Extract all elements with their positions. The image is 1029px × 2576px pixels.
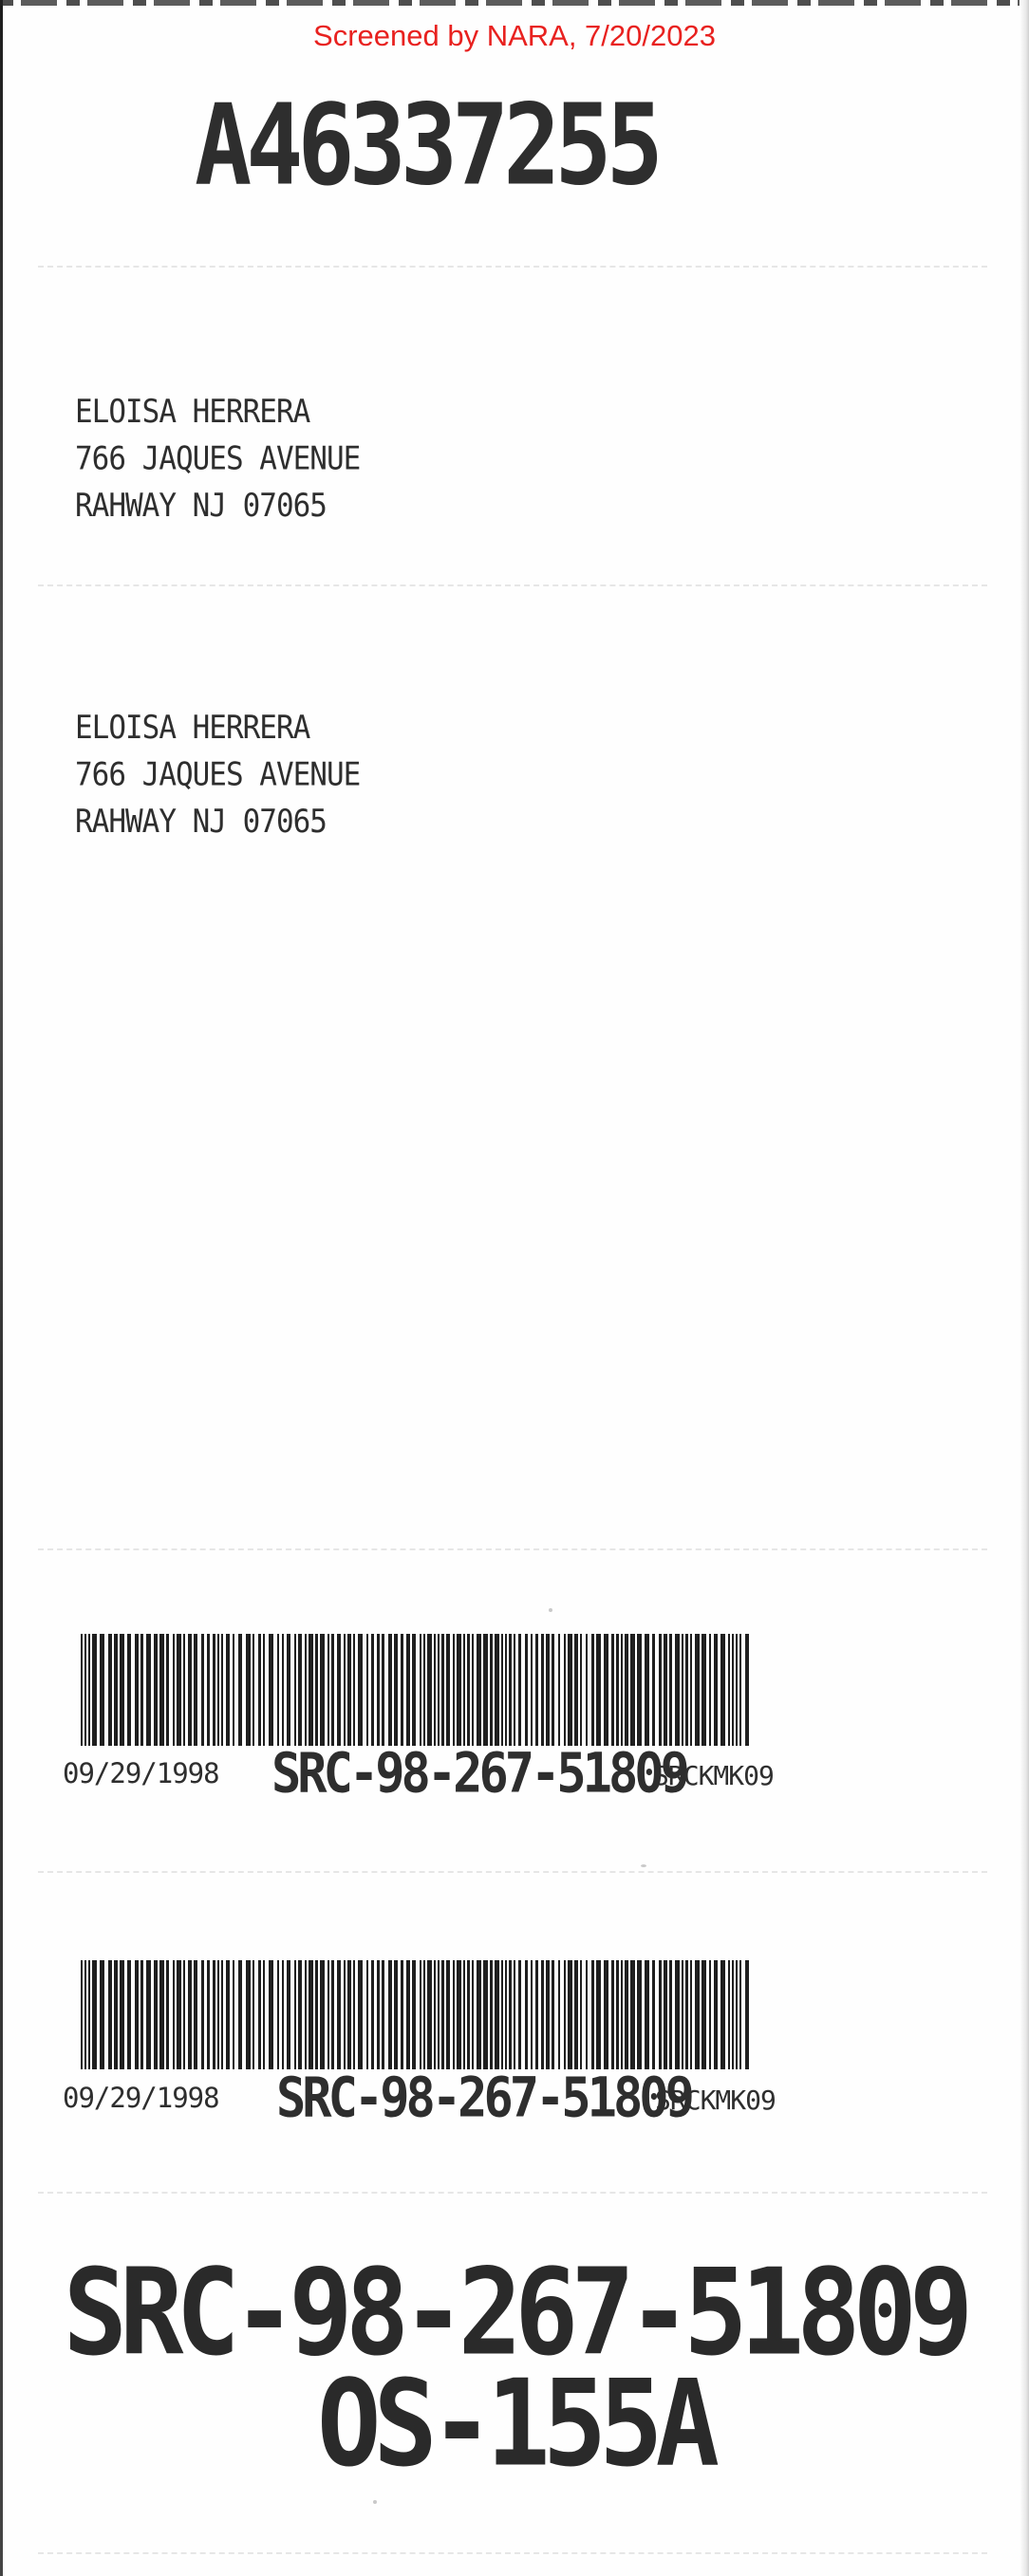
barcode-bar	[353, 1960, 355, 2069]
barcode-bar	[652, 1960, 655, 2069]
address-street: 766 JAQUES AVENUE	[75, 755, 361, 794]
barcode-label-1	[63, 1634, 803, 1807]
barcode-bar	[315, 1634, 318, 1746]
barcode-bar	[135, 1960, 139, 2069]
barcode-bar	[412, 1634, 416, 1746]
barcode-bar	[246, 1960, 251, 2069]
barcode-bar	[675, 1960, 680, 2069]
barcode-bar	[344, 1634, 346, 1746]
barcode-bar	[347, 1634, 351, 1746]
barcode-bar	[213, 1960, 215, 2069]
barcode-bar	[645, 1634, 649, 1746]
barcode-bar	[401, 1960, 403, 2069]
barcode-bar	[574, 1634, 578, 1746]
barcode-bar	[173, 1960, 175, 2069]
mailing-label-2	[75, 705, 360, 846]
barcode-bar	[625, 1960, 628, 2069]
barcode-bar	[394, 1960, 398, 2069]
barcode-bar	[406, 1960, 410, 2069]
barcode-bar	[659, 1634, 662, 1746]
barcode-bar	[604, 1960, 608, 2069]
barcode-bar	[388, 1634, 392, 1746]
barcode-bar	[564, 1960, 566, 2069]
barcode-bar	[382, 1960, 384, 2069]
barcode-bar	[625, 1634, 628, 1746]
barcode-bar	[120, 1960, 124, 2069]
barcode-bar	[287, 1960, 290, 2069]
barcode-bar	[420, 1960, 421, 2069]
barcode-bar	[140, 1634, 143, 1746]
barcode-bar	[518, 1634, 521, 1746]
barcode-bar	[558, 1634, 560, 1746]
barcode-bar	[401, 1634, 403, 1746]
barcode-bar	[685, 1634, 688, 1746]
barcode-bar	[728, 1634, 730, 1746]
perforation-line	[38, 1871, 987, 1873]
barcode-bar	[690, 1634, 692, 1746]
barcode-bar	[596, 1634, 601, 1746]
barcode-bar	[467, 1634, 470, 1746]
perforation-line	[38, 584, 987, 586]
barcode-bar	[702, 1634, 706, 1746]
barcode-bar	[434, 1960, 436, 2069]
barcode-bar	[298, 1960, 302, 2069]
scan-top-edge	[0, 0, 1029, 6]
barcode-bar	[477, 1634, 481, 1746]
barcode-bar	[695, 1634, 700, 1746]
barcode-bar	[344, 1960, 346, 2069]
barcode-bar	[298, 1634, 302, 1746]
barcode-bar	[509, 1634, 512, 1746]
barcode-bar	[263, 1960, 265, 2069]
barcode-bar	[745, 1960, 749, 2069]
barcode-bar	[591, 1960, 594, 2069]
barcode-bar	[630, 1960, 635, 2069]
barcode-bar	[739, 1960, 741, 2069]
barcode-bar	[621, 1634, 623, 1746]
barcode-bar	[327, 1634, 329, 1746]
barcode-bar	[552, 1960, 554, 2069]
barcode-bar	[438, 1634, 440, 1746]
barcode-label-2	[63, 1960, 803, 2131]
barcode-bar	[501, 1960, 503, 2069]
barcode-bar	[92, 1634, 97, 1746]
barcode-bar	[371, 1634, 374, 1746]
barcode-bar	[420, 1634, 421, 1746]
barcode-bar	[541, 1634, 544, 1746]
barcode-bar	[388, 1960, 392, 2069]
barcode-bar	[287, 1634, 290, 1746]
address-city: RAHWAY NJ 07065	[75, 803, 327, 841]
barcode-bar	[320, 1634, 325, 1746]
barcode-bar	[127, 1960, 131, 2069]
barcode-bar	[154, 1634, 158, 1746]
barcode-bar	[505, 1960, 507, 2069]
barcode-bar	[596, 1960, 601, 2069]
barcode-bar	[84, 1634, 86, 1746]
barcode-bar	[453, 1634, 455, 1746]
barcode-bar	[269, 1634, 273, 1746]
barcode-bar	[495, 1634, 499, 1746]
barcode-bar	[358, 1960, 363, 2069]
barcode-bar	[226, 1634, 230, 1746]
barcode-bar	[114, 1634, 118, 1746]
barcode-bar	[277, 1634, 279, 1746]
barcode-bar	[188, 1634, 192, 1746]
barcode-bar	[685, 1960, 688, 2069]
barcode-bar	[394, 1634, 398, 1746]
barcode-bar	[477, 1960, 481, 2069]
barcode-bar	[146, 1960, 151, 2069]
barcode-bar	[188, 1960, 192, 2069]
barcode-bar	[183, 1960, 185, 2069]
barcode-bar	[611, 1960, 614, 2069]
barcode-bar	[88, 1960, 90, 2069]
barcode-bar	[546, 1960, 550, 2069]
barcode-bar	[709, 1634, 711, 1746]
barcode-bar	[377, 1634, 380, 1746]
barcode-bar	[446, 1634, 450, 1746]
barcode-bar	[201, 1960, 204, 2069]
barcode-bar	[739, 1634, 741, 1746]
barcode-bar	[441, 1634, 444, 1746]
barcode-bar	[406, 1634, 410, 1746]
barcode-image	[81, 1960, 755, 2069]
barcode-bar	[253, 1634, 254, 1746]
barcode-bar	[194, 1960, 197, 2069]
barcode-bar	[100, 1634, 104, 1746]
barcode-bar	[714, 1960, 718, 2069]
barcode-bar	[154, 1960, 158, 2069]
barcode-bar	[427, 1960, 432, 2069]
barcode-bar	[490, 1634, 493, 1746]
barcode-bar	[140, 1960, 143, 2069]
scan-right-edge	[1020, 0, 1029, 2576]
barcode-bar	[135, 1634, 139, 1746]
barcode-bar	[159, 1960, 164, 2069]
barcode-bar	[463, 1634, 465, 1746]
barcode-bar	[531, 1634, 533, 1746]
barcode-bar	[217, 1960, 219, 2069]
address-city: RAHWAY NJ 07065	[75, 487, 327, 525]
barcode-bar	[238, 1634, 242, 1746]
barcode-bar	[580, 1634, 582, 1746]
barcode-bar	[616, 1960, 619, 2069]
barcode-date: 09/29/1998	[63, 2082, 219, 2114]
barcode-bar	[690, 1960, 692, 2069]
barcode-bar	[732, 1960, 734, 2069]
barcode-bar	[315, 1960, 318, 2069]
barcode-bar	[463, 1960, 465, 2069]
barcode-bar	[263, 1634, 265, 1746]
barcode-bar	[552, 1634, 554, 1746]
barcode-bar	[457, 1634, 461, 1746]
barcode-bar	[320, 1960, 325, 2069]
barcode-bar	[736, 1960, 738, 2069]
barcode-bar	[505, 1634, 507, 1746]
barcode-bar	[207, 1634, 210, 1746]
barcode-bar	[518, 1960, 521, 2069]
barcode-bar	[568, 1634, 572, 1746]
barcode-bar	[453, 1960, 455, 2069]
barcode-bar	[525, 1634, 528, 1746]
barcode-bar	[258, 1960, 261, 2069]
barcode-bar	[194, 1634, 197, 1746]
barcode-bar	[423, 1960, 425, 2069]
barcode-bar	[166, 1960, 169, 2069]
nara-screening-stamp: Screened by NARA, 7/20/2023	[313, 19, 716, 52]
barcode-image	[81, 1634, 755, 1746]
barcode-bar	[294, 1960, 296, 2069]
barcode-bar	[652, 1634, 655, 1746]
barcode-bar	[630, 1634, 635, 1746]
barcode-bar	[269, 1960, 273, 2069]
scan-speck	[373, 2500, 377, 2504]
barcode-bar	[226, 1960, 230, 2069]
barcode-bar	[108, 1634, 112, 1746]
barcode-bar	[100, 1960, 104, 2069]
barcode-bar	[173, 1634, 175, 1746]
barcode-bar	[183, 1634, 185, 1746]
barcode-bar	[207, 1960, 210, 2069]
barcode-bar	[423, 1634, 425, 1746]
barcode-bar	[337, 1634, 341, 1746]
barcode-bar	[120, 1634, 124, 1746]
barcode-bar	[233, 1634, 234, 1746]
barcode-bar	[277, 1960, 279, 2069]
barcode-bar	[81, 1634, 83, 1746]
barcode-bar	[720, 1960, 725, 2069]
barcode-bar	[331, 1634, 334, 1746]
barcode-bar	[217, 1634, 219, 1746]
barcode-bar	[675, 1634, 680, 1746]
barcode-bar	[382, 1634, 384, 1746]
barcode-bar	[637, 1960, 642, 2069]
barcode-bar	[282, 1634, 284, 1746]
barcode-bar	[495, 1960, 499, 2069]
barcode-bar	[535, 1960, 538, 2069]
barcode-bar	[709, 1960, 711, 2069]
barcode-bar	[233, 1960, 234, 2069]
barcode-bar	[347, 1960, 351, 2069]
barcode-bar	[441, 1960, 444, 2069]
barcode-receipt-number: SRC-98-267-51809	[271, 1742, 686, 1807]
barcode-bar	[509, 1960, 512, 2069]
barcode-bar	[611, 1634, 614, 1746]
barcode-bar	[472, 1960, 474, 2069]
barcode-bar	[201, 1634, 204, 1746]
barcode-bar	[586, 1634, 588, 1746]
barcode-bar	[358, 1634, 363, 1746]
perforation-line	[38, 2192, 987, 2194]
barcode-bar	[246, 1634, 251, 1746]
perforation-line	[38, 1548, 987, 1550]
barcode-bar	[669, 1960, 672, 2069]
barcode-bar	[541, 1960, 544, 2069]
footer-form-number: OS-155A	[316, 2354, 712, 2493]
barcode-bar	[728, 1960, 730, 2069]
perforation-line	[38, 2552, 987, 2554]
barcode-bar	[604, 1634, 608, 1746]
barcode-bar	[446, 1960, 450, 2069]
barcode-bar	[531, 1960, 533, 2069]
barcode-bar	[84, 1960, 86, 2069]
barcode-bar	[669, 1634, 672, 1746]
barcode-bar	[525, 1960, 528, 2069]
barcode-bar	[438, 1960, 440, 2069]
barcode-bar	[159, 1634, 164, 1746]
barcode-bar	[371, 1960, 374, 2069]
barcode-bar	[546, 1634, 550, 1746]
barcode-bar	[309, 1960, 313, 2069]
barcode-bar	[568, 1960, 572, 2069]
barcode-bar	[472, 1634, 474, 1746]
barcode-bar	[591, 1634, 594, 1746]
barcode-bar	[146, 1634, 151, 1746]
barcode-bar	[645, 1960, 649, 2069]
barcode-bar	[92, 1960, 97, 2069]
barcode-bar	[745, 1634, 749, 1746]
barcode-bar	[305, 1960, 307, 2069]
barcode-bar	[682, 1960, 683, 2069]
barcode-bar	[501, 1634, 503, 1746]
barcode-bar	[535, 1634, 538, 1746]
barcode-bar	[213, 1634, 215, 1746]
barcode-bar	[732, 1634, 734, 1746]
barcode-bar	[695, 1960, 700, 2069]
barcode-bar	[177, 1634, 181, 1746]
barcode-bar	[114, 1960, 118, 2069]
barcode-bar	[127, 1634, 131, 1746]
barcode-bar	[467, 1960, 470, 2069]
address-name: ELOISA HERRERA	[75, 709, 310, 747]
barcode-bar	[659, 1960, 662, 2069]
address-name: ELOISA HERRERA	[75, 393, 310, 431]
barcode-operator-code: SRCKMK09	[653, 1760, 774, 1791]
barcode-bar	[558, 1960, 560, 2069]
barcode-bar	[564, 1634, 566, 1746]
address-street: 766 JAQUES AVENUE	[75, 439, 361, 478]
barcode-bar	[88, 1634, 90, 1746]
barcode-bar	[574, 1960, 578, 2069]
barcode-bar	[514, 1960, 515, 2069]
barcode-bar	[586, 1960, 588, 2069]
footer-receipt-number: SRC-98-267-51809	[63, 2243, 966, 2382]
barcode-bar	[621, 1960, 623, 2069]
barcode-bar	[305, 1634, 307, 1746]
barcode-bar	[720, 1634, 725, 1746]
barcode-bar	[664, 1634, 667, 1746]
barcode-date: 09/29/1998	[63, 1757, 219, 1789]
barcode-bar	[327, 1960, 329, 2069]
barcode-bar	[294, 1634, 296, 1746]
barcode-bar	[714, 1634, 718, 1746]
barcode-bar	[258, 1634, 261, 1746]
barcode-bar	[353, 1634, 355, 1746]
alien-number: A46337255	[195, 80, 658, 212]
barcode-bar	[81, 1960, 83, 2069]
barcode-bar	[736, 1634, 738, 1746]
barcode-bar	[108, 1960, 112, 2069]
barcode-bar	[282, 1960, 284, 2069]
barcode-bar	[483, 1634, 488, 1746]
mailing-label-1	[75, 389, 360, 530]
barcode-bar	[490, 1960, 493, 2069]
barcode-bar	[221, 1634, 223, 1746]
barcode-bar	[412, 1960, 416, 2069]
barcode-bar	[637, 1634, 642, 1746]
barcode-bar	[221, 1960, 223, 2069]
barcode-bar	[337, 1960, 341, 2069]
barcode-operator-code: SRCKMK09	[655, 2085, 776, 2116]
barcode-bar	[177, 1960, 181, 2069]
barcode-bar	[331, 1960, 334, 2069]
barcode-bar	[309, 1634, 313, 1746]
scan-left-edge	[0, 0, 3, 2576]
barcode-bar	[682, 1634, 683, 1746]
barcode-bar	[427, 1634, 432, 1746]
barcode-bar	[253, 1960, 254, 2069]
barcode-bar	[457, 1960, 461, 2069]
barcode-bar	[514, 1634, 515, 1746]
barcode-bar	[483, 1960, 488, 2069]
barcode-bar	[702, 1960, 706, 2069]
barcode-bar	[366, 1960, 368, 2069]
barcode-bar	[664, 1960, 667, 2069]
barcode-receipt-number: SRC-98-267-51809	[276, 2066, 691, 2131]
barcode-bar	[434, 1634, 436, 1746]
barcode-bar	[580, 1960, 582, 2069]
scan-speck	[549, 1608, 552, 1612]
barcode-bar	[238, 1960, 242, 2069]
barcode-bar	[377, 1960, 380, 2069]
barcode-bar	[616, 1634, 619, 1746]
barcode-bar	[166, 1634, 169, 1746]
barcode-bar	[366, 1634, 368, 1746]
perforation-line	[38, 266, 987, 268]
scan-speck	[641, 1864, 646, 1867]
